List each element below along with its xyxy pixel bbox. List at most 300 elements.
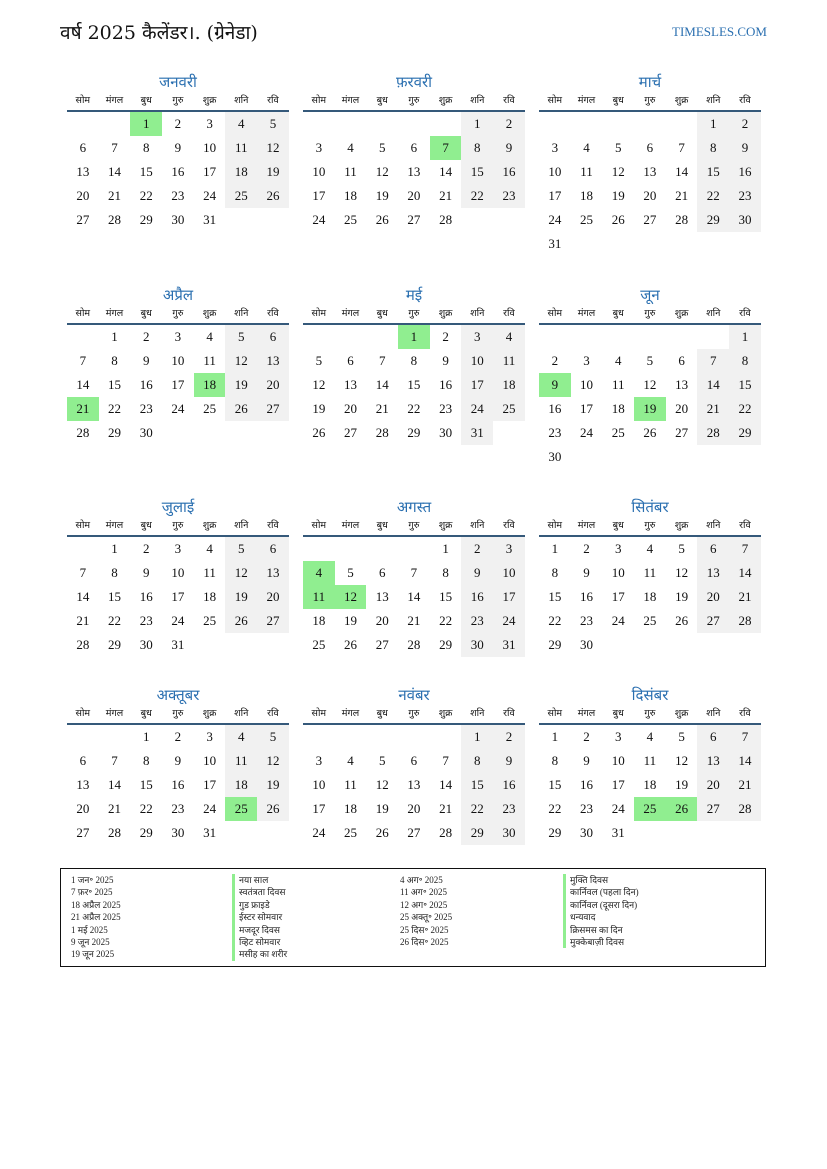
day-cell: 13	[675, 377, 689, 392]
day-cell: 21	[108, 801, 122, 816]
day-cell: 31	[203, 825, 217, 840]
day-cell: 6	[378, 565, 386, 580]
day-cell: 25	[643, 613, 657, 628]
weekday-label: मंगल	[577, 308, 596, 319]
day-cell: 23	[139, 613, 153, 628]
month-calendar	[539, 285, 761, 469]
day-cell: 14	[675, 164, 689, 179]
month-calendar	[539, 685, 761, 845]
day-cell: 11	[344, 777, 357, 792]
day-cell: 11	[203, 565, 216, 580]
weekday-label: बुध	[140, 95, 152, 106]
weekday-label: बुध	[612, 708, 624, 719]
empty-cell	[335, 537, 367, 561]
days-grid	[303, 725, 525, 845]
weekday-label: शुक्र	[438, 95, 453, 106]
day-cell: 7	[111, 753, 118, 768]
weekday-label: शनि	[470, 708, 485, 719]
holiday-day-cell: 21	[67, 397, 99, 421]
day-cell: 20	[76, 188, 90, 203]
empty-cell	[666, 325, 698, 349]
day-cell: 24	[203, 188, 217, 203]
day-cell: 4	[646, 729, 654, 744]
day-cell: 8	[142, 140, 150, 155]
day-cell: 6	[79, 140, 87, 155]
day-cell: 30	[548, 449, 562, 464]
day-cell: 11	[580, 164, 593, 179]
empty-cell	[366, 725, 398, 749]
holiday-name: कार्निवल (दूसरा दिन)	[563, 899, 639, 911]
day-cell: 21	[108, 188, 122, 203]
holiday-name: नया साल	[232, 874, 287, 886]
weekday-label: मंगल	[105, 708, 124, 719]
day-cell: 20	[257, 373, 289, 397]
weekday-label: सोम	[547, 308, 563, 319]
day-cell: 18	[493, 373, 525, 397]
day-cell: 4	[225, 725, 257, 749]
day-cell: 10	[171, 353, 185, 368]
empty-cell	[634, 112, 666, 136]
day-cell: 25	[225, 184, 257, 208]
empty-cell	[303, 325, 335, 349]
weekday-label: शुक्र	[674, 95, 689, 106]
day-cell: 15	[439, 589, 453, 604]
day-cell: 15	[139, 164, 153, 179]
day-cell: 6	[257, 537, 289, 561]
weekday-label: शनि	[706, 308, 721, 319]
weekday-label: गुरु	[408, 520, 420, 531]
day-cell: 19	[375, 801, 389, 816]
day-cell: 3	[493, 537, 525, 561]
day-cell: 28	[375, 425, 389, 440]
month-calendar	[67, 285, 289, 445]
day-cell: 5	[378, 753, 386, 768]
day-cell: 14	[439, 777, 453, 792]
empty-cell	[335, 725, 367, 749]
day-cell: 5	[614, 140, 622, 155]
day-cell: 24	[312, 825, 326, 840]
weekday-label: शनि	[234, 520, 249, 531]
days-grid	[67, 725, 289, 845]
day-cell: 8	[410, 353, 418, 368]
day-cell: 6	[79, 753, 87, 768]
weekday-label: शुक्र	[438, 708, 453, 719]
weekday-label: सोम	[311, 520, 327, 531]
day-cell: 7	[378, 353, 386, 368]
day-cell: 9	[493, 136, 525, 160]
day-cell: 6	[410, 753, 418, 768]
holiday-date: 26 दिस॰ 2025	[400, 936, 449, 947]
day-cell: 25	[344, 212, 358, 227]
empty-cell	[366, 112, 398, 136]
day-cell: 6	[697, 725, 729, 749]
day-cell: 10	[548, 164, 562, 179]
day-cell: 17	[461, 373, 493, 397]
day-cell: 13	[257, 561, 289, 585]
holidays-list	[60, 868, 766, 967]
weekday-label: शुक्र	[202, 708, 217, 719]
weekday-label: शुक्र	[674, 708, 689, 719]
day-cell: 13	[257, 349, 289, 373]
day-cell: 7	[410, 565, 418, 580]
day-cell: 29	[548, 825, 562, 840]
day-cell: 1	[442, 541, 449, 556]
day-cell: 8	[551, 565, 559, 580]
site-link[interactable]: TIMESLES.COM	[672, 24, 767, 39]
day-cell: 31	[461, 421, 493, 445]
day-cell: 15	[697, 160, 729, 184]
day-cell: 17	[203, 164, 217, 179]
weekday-label: गुरु	[408, 308, 420, 319]
day-cell: 26	[312, 425, 326, 440]
day-cell: 20	[407, 188, 421, 203]
weekday-label: बुध	[140, 308, 152, 319]
holiday-day-cell: 26	[666, 797, 698, 821]
month-name: जनवरी	[159, 73, 197, 91]
weekday-label: शुक्र	[202, 95, 217, 106]
day-cell: 11	[344, 164, 357, 179]
day-cell: 1	[461, 112, 493, 136]
holiday-day-cell: 9	[539, 373, 571, 397]
day-cell: 31	[548, 236, 562, 251]
day-cell: 30	[171, 825, 185, 840]
day-cell: 17	[548, 188, 562, 203]
day-cell: 9	[493, 749, 525, 773]
day-cell: 10	[312, 164, 326, 179]
weekday-header	[67, 94, 289, 112]
day-cell: 29	[697, 208, 729, 232]
day-cell: 22	[729, 397, 761, 421]
days-grid	[539, 725, 761, 845]
days-grid	[303, 325, 525, 445]
holiday-name: मजदूर दिवस	[232, 924, 287, 936]
day-cell: 12	[312, 377, 326, 392]
day-cell: 7	[79, 565, 87, 580]
day-cell: 8	[442, 565, 449, 580]
day-cell: 4	[347, 753, 354, 768]
day-cell: 13	[76, 777, 90, 792]
empty-cell	[430, 112, 462, 136]
day-cell: 10	[171, 565, 185, 580]
day-cell: 15	[407, 377, 421, 392]
day-cell: 27	[76, 212, 90, 227]
month-calendar	[303, 285, 525, 445]
weekday-label: बुध	[612, 520, 624, 531]
holiday-day-cell: 7	[430, 136, 462, 160]
weekday-label: शनि	[234, 95, 249, 106]
weekday-label: बुध	[612, 308, 624, 319]
day-cell: 19	[675, 589, 689, 604]
day-cell: 11	[225, 749, 257, 773]
weekday-label: शनि	[470, 520, 485, 531]
day-cell: 10	[203, 753, 217, 768]
holiday-day-cell: 1	[130, 112, 162, 136]
month-calendar	[539, 497, 761, 657]
day-cell: 3	[174, 329, 182, 344]
holiday-date: 18 अप्रैल 2025	[71, 899, 121, 910]
day-cell: 11	[611, 377, 625, 392]
holiday-date: 9 जून 2025	[71, 936, 110, 947]
day-cell: 2	[493, 725, 525, 749]
day-cell: 25	[344, 825, 358, 840]
day-cell: 26	[344, 637, 358, 652]
day-cell: 1	[551, 729, 559, 744]
day-cell: 26	[643, 425, 657, 440]
day-cell: 27	[697, 797, 729, 821]
weekday-label: रवि	[267, 308, 279, 319]
weekday-label: सोम	[75, 520, 91, 531]
weekday-header	[539, 94, 761, 112]
weekday-header	[303, 707, 525, 725]
day-cell: 15	[461, 160, 493, 184]
holiday-date: 25 अक्तू॰ 2025	[400, 912, 453, 923]
day-cell: 10	[493, 561, 525, 585]
day-cell: 23	[171, 801, 185, 816]
month-calendar	[67, 685, 289, 845]
empty-cell	[335, 325, 367, 349]
day-cell: 19	[611, 188, 625, 203]
empty-cell	[571, 325, 603, 349]
day-cell: 28	[697, 421, 729, 445]
weekday-label: मंगल	[577, 520, 596, 531]
weekday-label: सोम	[311, 95, 327, 106]
day-cell: 2	[442, 329, 449, 344]
weekday-label: शनि	[234, 308, 249, 319]
month-calendar	[303, 685, 525, 845]
day-cell: 23	[580, 613, 594, 628]
day-cell: 26	[675, 613, 689, 628]
empty-cell	[398, 725, 430, 749]
weekday-label: मंगल	[341, 308, 360, 319]
days-grid	[67, 325, 289, 445]
day-cell: 11	[643, 753, 657, 768]
day-cell: 2	[583, 541, 590, 556]
day-cell: 7	[442, 753, 449, 768]
day-cell: 5	[378, 140, 386, 155]
day-cell: 12	[643, 377, 657, 392]
day-cell: 5	[646, 353, 654, 368]
weekday-label: रवि	[267, 95, 279, 106]
day-cell: 24	[580, 425, 594, 440]
day-cell: 8	[551, 753, 559, 768]
day-cell: 23	[493, 797, 525, 821]
weekday-label: शनि	[470, 95, 485, 106]
day-cell: 8	[697, 136, 729, 160]
weekday-label: गुरु	[644, 308, 656, 319]
day-cell: 18	[312, 613, 326, 628]
holiday-day-cell: 19	[634, 397, 666, 421]
day-cell: 17	[611, 777, 625, 792]
month-name: मई	[405, 286, 423, 304]
day-cell: 22	[439, 613, 453, 628]
holiday-names-column-2	[563, 874, 639, 948]
day-cell: 30	[171, 212, 185, 227]
day-cell: 4	[614, 353, 622, 368]
weekday-header	[539, 307, 761, 325]
empty-cell	[99, 112, 131, 136]
holiday-name: क्रिसमस का दिन	[563, 924, 639, 936]
empty-cell	[430, 725, 462, 749]
weekday-label: रवि	[267, 708, 279, 719]
day-cell: 16	[548, 401, 562, 416]
weekday-label: बुध	[376, 308, 388, 319]
day-cell: 28	[108, 825, 122, 840]
month-calendar	[303, 72, 525, 232]
weekday-label: मंगल	[341, 520, 360, 531]
day-cell: 28	[76, 637, 90, 652]
day-cell: 23	[580, 801, 594, 816]
weekday-label: गुरु	[172, 95, 184, 106]
day-cell: 3	[315, 753, 323, 768]
weekday-label: सोम	[75, 95, 91, 106]
day-cell: 2	[174, 729, 182, 744]
day-cell: 11	[225, 136, 257, 160]
weekday-header	[67, 519, 289, 537]
page-title: वर्ष 2025 कैलेंडर।. (ग्रेनेडा)	[60, 22, 258, 44]
holiday-dates-column-2	[400, 874, 452, 948]
day-cell: 1	[142, 729, 150, 744]
day-cell: 15	[139, 777, 153, 792]
day-cell: 27	[344, 425, 358, 440]
holiday-name: मुक्ति दिवस	[563, 874, 639, 886]
weekday-label: सोम	[311, 708, 327, 719]
day-cell: 5	[225, 325, 257, 349]
day-cell: 16	[493, 773, 525, 797]
day-cell: 3	[174, 541, 182, 556]
day-cell: 21	[675, 188, 689, 203]
weekday-label: सोम	[75, 708, 91, 719]
day-cell: 14	[439, 164, 453, 179]
day-cell: 16	[171, 777, 185, 792]
holiday-day-cell: 18	[194, 373, 226, 397]
weekday-label: सोम	[75, 308, 91, 319]
weekday-label: गुरु	[644, 95, 656, 106]
day-cell: 20	[407, 801, 421, 816]
weekday-label: मंगल	[577, 708, 596, 719]
day-cell: 29	[407, 425, 421, 440]
day-cell: 6	[646, 140, 654, 155]
day-cell: 14	[76, 589, 90, 604]
day-cell: 10	[611, 565, 625, 580]
day-cell: 28	[729, 797, 761, 821]
day-cell: 28	[439, 825, 453, 840]
holiday-day-cell: 4	[303, 561, 335, 585]
days-grid	[67, 537, 289, 657]
day-cell: 3	[461, 325, 493, 349]
day-cell: 7	[678, 140, 685, 155]
day-cell: 5	[315, 353, 323, 368]
day-cell: 16	[171, 164, 185, 179]
day-cell: 17	[312, 188, 326, 203]
weekday-label: शुक्र	[438, 308, 453, 319]
empty-cell	[67, 112, 99, 136]
day-cell: 29	[108, 425, 122, 440]
holiday-date: 7 फ़र॰ 2025	[71, 887, 113, 898]
day-cell: 8	[111, 353, 118, 368]
day-cell: 17	[611, 589, 625, 604]
day-cell: 14	[375, 377, 389, 392]
day-cell: 20	[257, 585, 289, 609]
day-cell: 24	[203, 801, 217, 816]
day-cell: 18	[203, 589, 217, 604]
day-cell: 18	[643, 589, 657, 604]
day-cell: 30	[580, 825, 594, 840]
day-cell: 21	[729, 773, 761, 797]
day-cell: 29	[139, 212, 153, 227]
day-cell: 31	[493, 633, 525, 657]
day-cell: 22	[139, 801, 153, 816]
empty-cell	[303, 537, 335, 561]
day-cell: 1	[697, 112, 729, 136]
weekday-label: सोम	[547, 520, 563, 531]
day-cell: 18	[225, 773, 257, 797]
day-cell: 18	[225, 160, 257, 184]
day-cell: 14	[729, 561, 761, 585]
weekday-header	[67, 307, 289, 325]
empty-cell	[697, 325, 729, 349]
day-cell: 23	[139, 401, 153, 416]
day-cell: 9	[174, 753, 182, 768]
holiday-name: गुड फ्राइडे	[232, 899, 287, 911]
day-cell: 13	[697, 561, 729, 585]
day-cell: 22	[697, 184, 729, 208]
month-name: सितंबर	[631, 498, 669, 516]
empty-cell	[303, 725, 335, 749]
weekday-label: बुध	[376, 520, 388, 531]
weekday-label: रवि	[739, 708, 751, 719]
day-cell: 25	[580, 212, 594, 227]
day-cell: 9	[583, 753, 590, 768]
holiday-names-column-1	[232, 874, 287, 961]
empty-cell	[335, 112, 367, 136]
day-cell: 2	[583, 729, 590, 744]
day-cell: 20	[697, 773, 729, 797]
day-cell: 21	[729, 585, 761, 609]
day-cell: 17	[203, 777, 217, 792]
day-cell: 27	[643, 212, 657, 227]
day-cell: 23	[439, 401, 453, 416]
days-grid	[539, 325, 761, 469]
day-cell: 26	[257, 797, 289, 821]
weekday-label: रवि	[739, 95, 751, 106]
empty-cell	[398, 112, 430, 136]
day-cell: 12	[225, 561, 257, 585]
holiday-date: 1 मई 2025	[71, 924, 108, 935]
day-cell: 14	[729, 749, 761, 773]
month-name: दिसंबर	[631, 686, 669, 704]
day-cell: 16	[461, 585, 493, 609]
day-cell: 26	[257, 184, 289, 208]
day-cell: 19	[375, 188, 389, 203]
day-cell: 12	[257, 749, 289, 773]
day-cell: 18	[344, 188, 358, 203]
day-cell: 22	[461, 184, 493, 208]
holiday-date: 21 अप्रैल 2025	[71, 912, 121, 923]
weekday-label: गुरु	[408, 708, 420, 719]
month-name: अक्तूबर	[156, 686, 200, 704]
holiday-day-cell: 11	[303, 585, 335, 609]
day-cell: 25	[493, 397, 525, 421]
day-cell: 2	[729, 112, 761, 136]
month-name: नवंबर	[398, 686, 430, 704]
day-cell: 29	[139, 825, 153, 840]
day-cell: 3	[614, 541, 622, 556]
day-cell: 20	[375, 613, 389, 628]
day-cell: 14	[108, 164, 122, 179]
weekday-label: शुक्र	[674, 308, 689, 319]
weekday-header	[67, 707, 289, 725]
holiday-date: 1 जन॰ 2025	[71, 875, 114, 885]
